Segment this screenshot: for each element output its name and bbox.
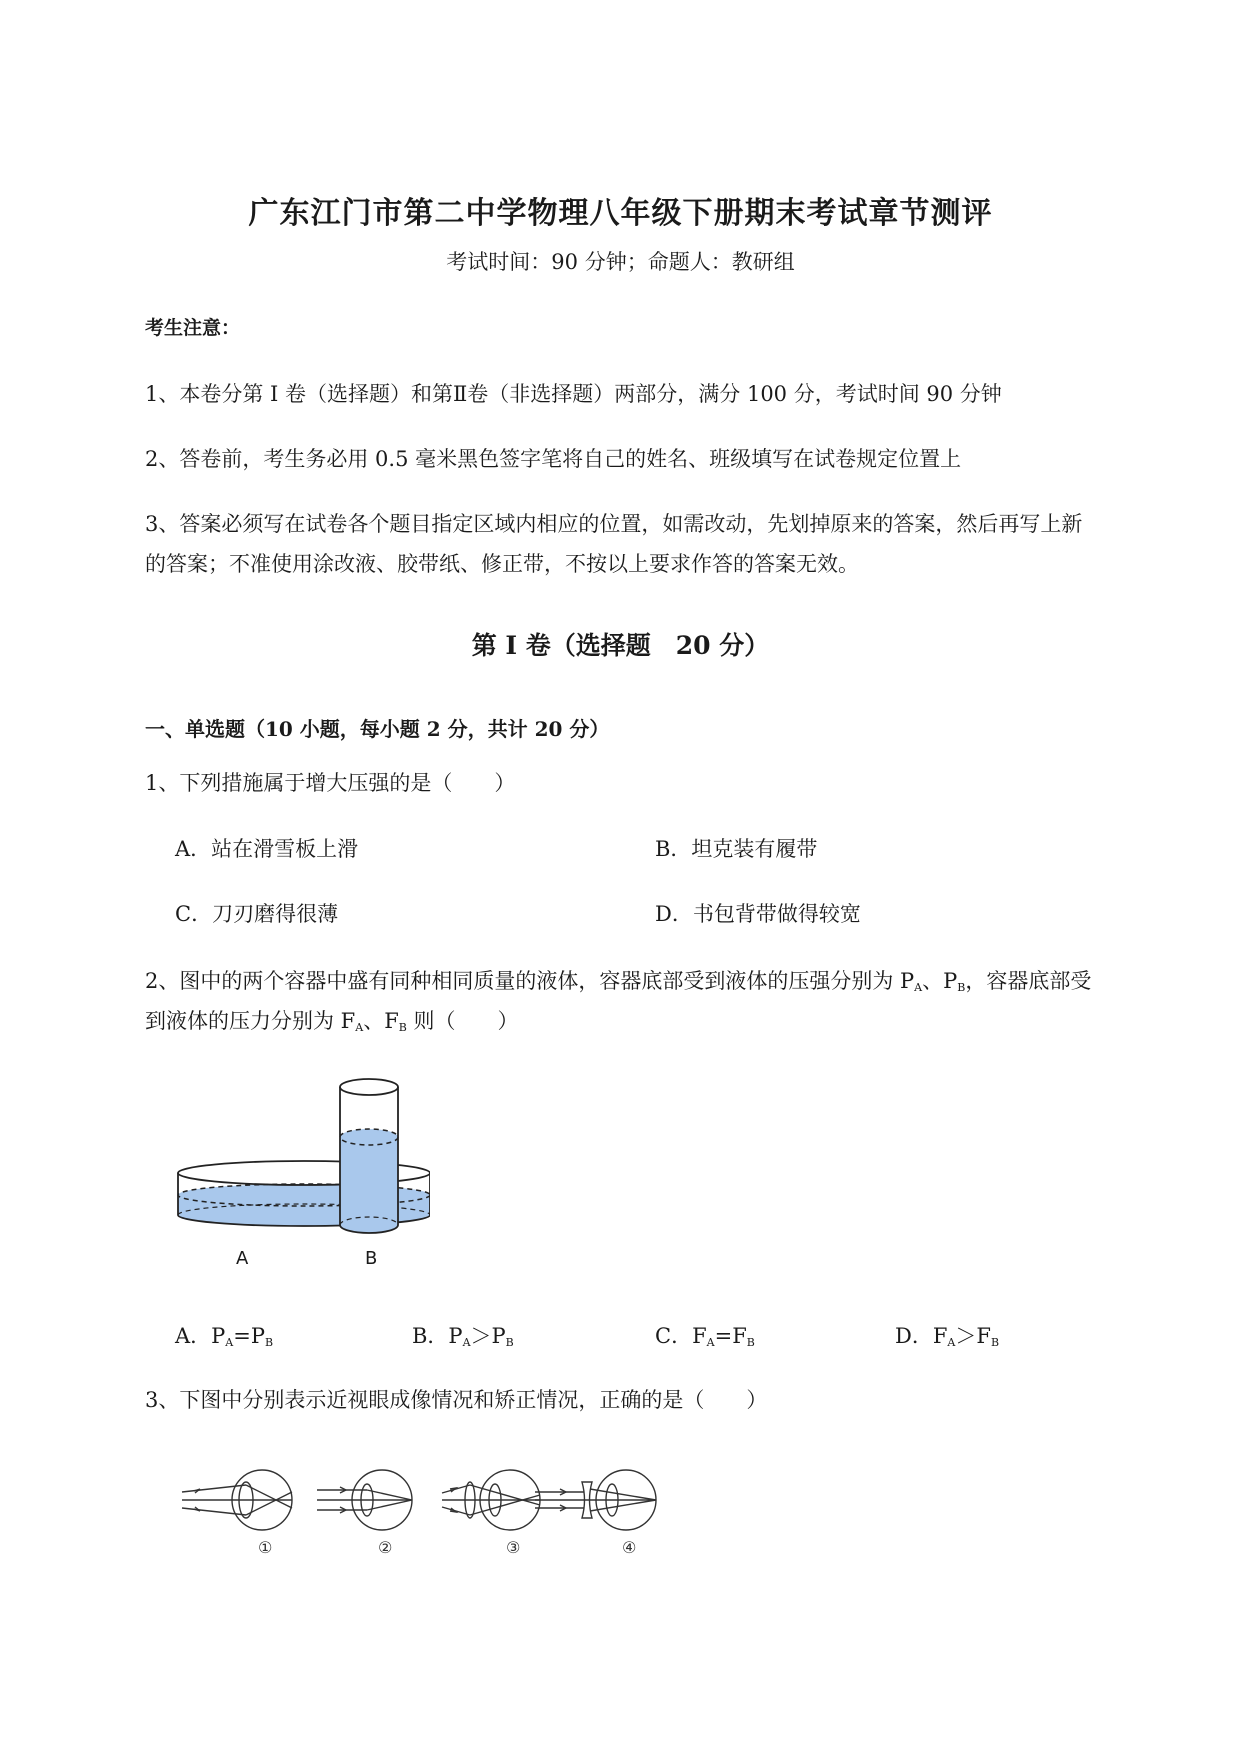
eye-label-1: ① <box>258 1538 273 1557</box>
question-2-stem-line-1: 2、图中的两个容器中盛有同种相同质量的液体，容器底部受到液体的压强分别为 $P_A$、$P_B$，容器底部受 <box>145 969 1092 994</box>
q1-option-c: C．刀刃磨得很薄 <box>175 902 339 926</box>
notice-item-1: 1、本卷分第 I 卷（选择题）和第Ⅱ卷（非选择题）两部分，满分 100 分，考试时间 90 分钟 <box>145 382 1002 406</box>
exam-info: 考试时间：90 分钟；命题人：教研组 <box>446 250 795 274</box>
eye-diagram-4 <box>535 1470 656 1530</box>
part-heading: 一、单选题（10 小题，每小题 2 分，共计 20 分） <box>145 717 610 741</box>
notice-item-2: 2、答卷前，考生务必用 0.5 毫米黑色签字笔将自己的姓名、班级填写在试卷规定位置上 <box>145 447 962 471</box>
section-title: 第 I 卷（选择题 20 分） <box>471 631 770 660</box>
container-b <box>330 1075 410 1245</box>
q2-option-d: D．$F_A>F_B$ <box>895 1324 1000 1349</box>
q2-option-c: C．$F_A=F_B$ <box>655 1324 755 1349</box>
eye-diagram-2 <box>317 1470 412 1530</box>
eye-diagram-1 <box>182 1470 292 1530</box>
question-3-stem: 3、下图中分别表示近视眼成像情况和矫正情况，正确的是（ ） <box>145 1388 768 1412</box>
eye-label-4: ④ <box>622 1538 637 1557</box>
eye-diagrams-figure <box>180 1465 720 1565</box>
notice-heading: 考生注意： <box>145 317 241 339</box>
q2-option-a: A．$P_A=P_B$ <box>175 1324 274 1349</box>
eye-label-2: ② <box>378 1538 393 1557</box>
question-1-stem: 1、下列措施属于增大压强的是（ ） <box>145 771 516 795</box>
notice-item-3-cont: 的答案；不准使用涂改液、胶带纸、修正带，不按以上要求作答的答案无效。 <box>145 552 859 576</box>
notice-item-3: 3、答案必须写在试卷各个题目指定区域内相应的位置，如需改动，先划掉原来的答案，然后再写上新 <box>145 512 1083 536</box>
q1-option-b: B．坦克装有履带 <box>655 837 818 861</box>
question-2-stem-line-2: 到液体的压力分别为 $F_A$、$F_B$ 则（ ） <box>145 1009 519 1034</box>
container-label-a: A <box>236 1248 249 1269</box>
page-title: 广东江门市第二中学物理八年级下册期末考试章节测评 <box>248 196 993 231</box>
eye-label-3: ③ <box>506 1538 521 1557</box>
q1-option-d: D．书包背带做得较宽 <box>655 902 861 926</box>
eye-diagram-3 <box>442 1470 540 1530</box>
q2-option-b: B．$P_A>P_B$ <box>412 1324 514 1349</box>
container-label-b: B <box>365 1248 378 1269</box>
q1-option-a: A．站在滑雪板上滑 <box>175 837 359 861</box>
